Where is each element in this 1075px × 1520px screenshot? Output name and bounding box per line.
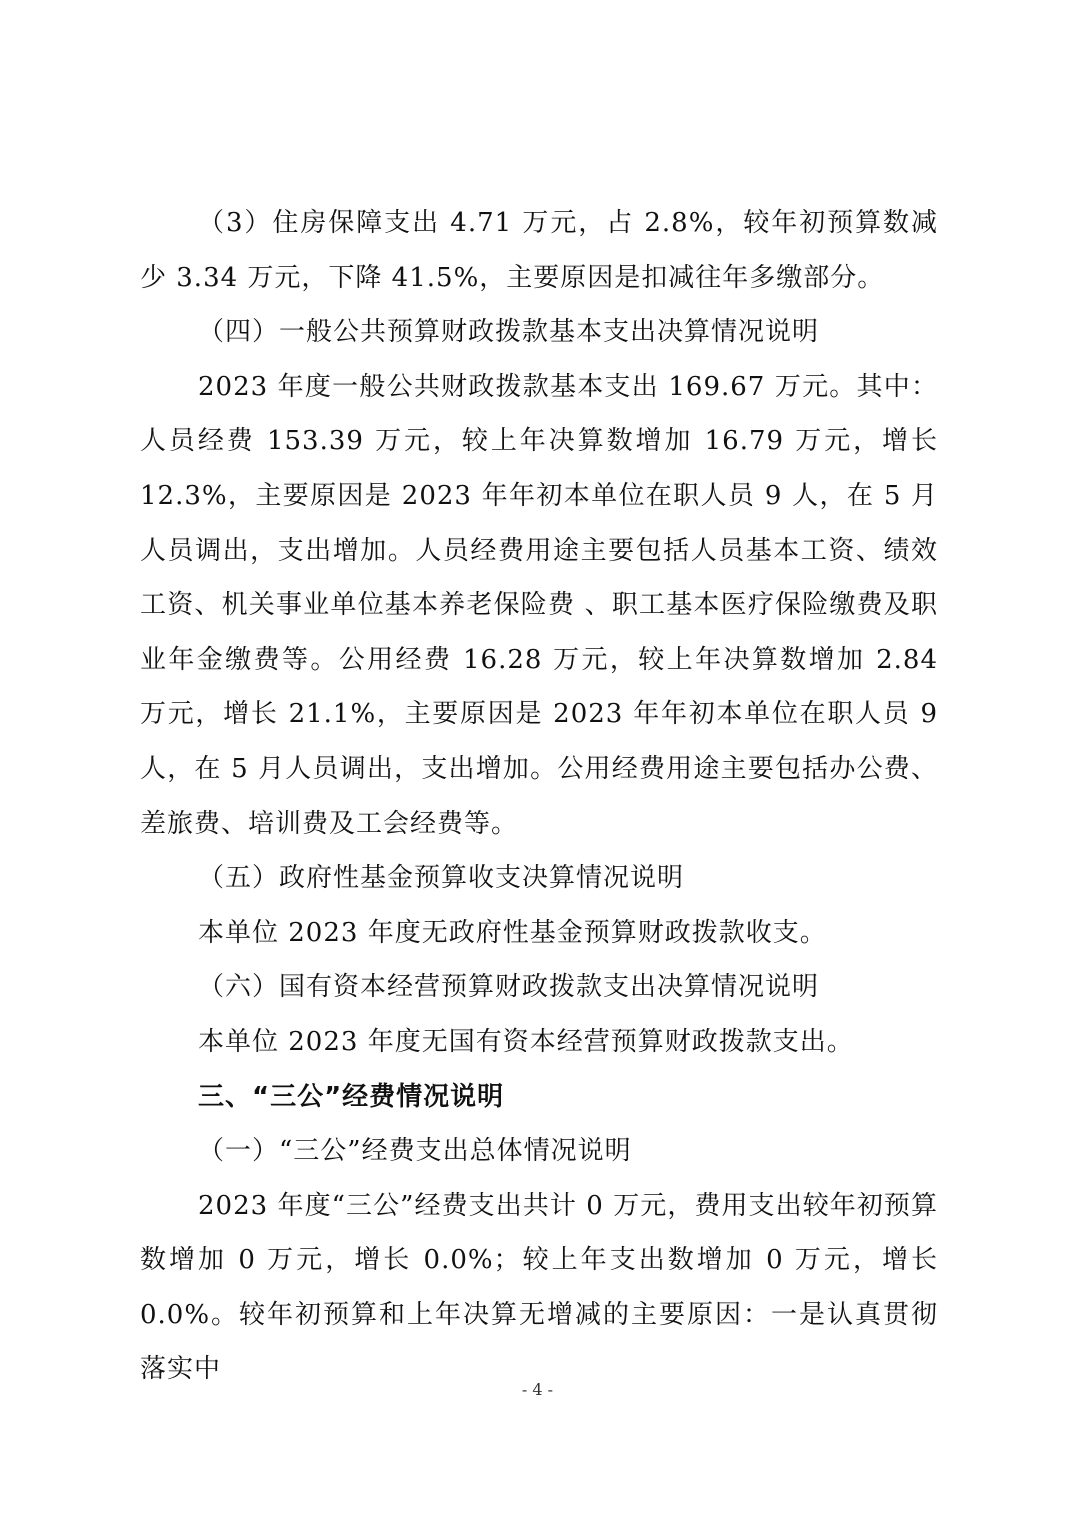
paragraph-state-capital: 本单位 2023 年度无国有资本经营预算财政拨款支出。 (198, 1026, 854, 1057)
paragraph-three-public-overview: 2023 年度“三公”经费支出共计 0 万元，费用支出较年初预算数增加 0 万元，增长 0.0%；较上年支出数增加 0 万元，增长 0.0%。较年初预算和上年决算无增减的主要原因：一是认真贯彻落实中 (140, 1190, 938, 1385)
subheading-state-capital: （六）国有资本经营预算财政拨款支出决算情况说明 (198, 972, 820, 1003)
subheading-three-public-overview: （一）“三公”经费支出总体情况说明 (198, 1136, 632, 1167)
subheading-government-fund: （五）政府性基金预算收支决算情况说明 (198, 863, 685, 894)
page-number: - 4 - (521, 1380, 554, 1399)
document-body (140, 196, 938, 1397)
paragraph-government-fund: 本单位 2023 年度无政府性基金预算财政拨款收支。 (198, 917, 827, 948)
section-heading-three-public: 三、“三公”经费情况说明 (198, 1081, 505, 1112)
paragraph-basic-expense: 2023 年度一般公共财政拨款基本支出 169.67 万元。其中：人员经费 153.39 万元，较上年决算数增加 16.79 万元，增长 12.3%，主要原因是 2023 年年初本单位在职人员 9 人，在 5 月人员调出，支出增加。人员经费用途主要包括人员基本工资、绩效工资、机关事业单位基本养老保险费 、职工基本医疗保险缴费及职业年金缴费等。公用经费 16.28 万元，较上年决算数增加 2.84 万元，增长 21.1%，主要原因是 2023 年年初本单位在职人员 9 人，在 5 月人员调出，支出增加。公用经费用途主要包括办公费、差旅费、培训费及工会经费等。 (140, 371, 938, 839)
subheading-basic-expense: （四）一般公共预算财政拨款基本支出决算情况说明 (198, 317, 820, 348)
paragraph-housing-expense: （3）住房保障支出 4.71 万元，占 2.8%，较年初预算数减少 3.34 万元，下降 41.5%，主要原因是扣减往年多缴部分。 (140, 208, 938, 293)
